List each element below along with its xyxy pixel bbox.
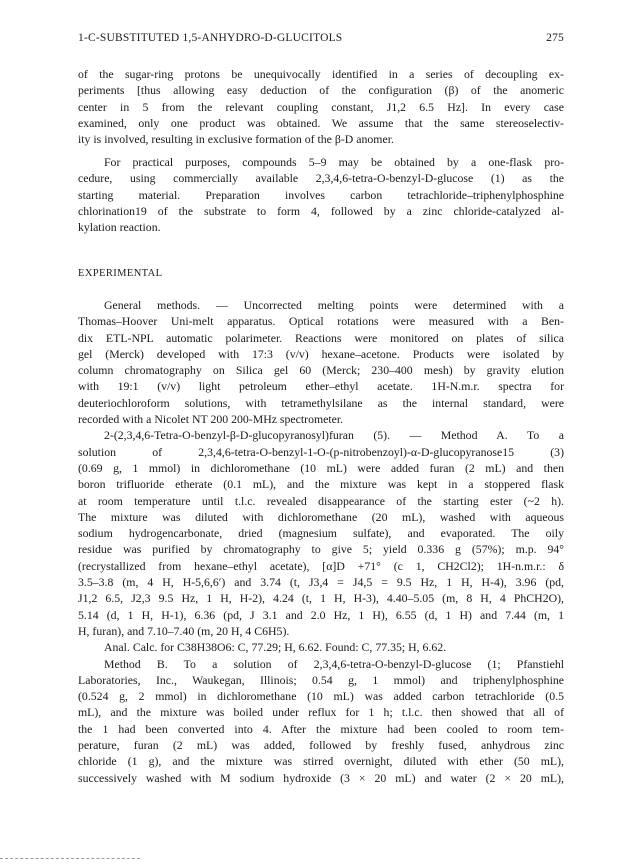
- paragraph-stereoselectivity: [78, 66, 564, 147]
- text-line: chlorination19 of the substrate to form 4, followed by a zinc chloride-catalyzed al-: [78, 203, 564, 218]
- text-line: (0.524 g, 2 mmol) in dichloromethane (10 mL) was added carbon tetrachloride (0.5: [78, 689, 564, 704]
- text-line: The mixture was diluted with dichloromethane (20 mL), washed with aqueous: [78, 509, 564, 524]
- text-line: at room temperature until t.l.c. revealed disappearance of the starting ester (~2 h).: [78, 493, 564, 508]
- text-line: recorded with a Nicolet NT 200 200-MHz spectrometer.: [78, 412, 344, 427]
- text-line: examined, only one product was obtained. We assume that the same stereoselectiv-: [78, 115, 564, 130]
- text-line: center in 5 from the relevant coupling constant, J1,2 6.5 Hz]. In every case: [78, 99, 564, 114]
- running-header: [78, 32, 564, 48]
- text-line: of the sugar-ring protons be unequivocally identified in a series of decoupling ex-: [78, 67, 564, 81]
- text-line: starting material. Preparation involves carbon tetrachloride–triphenylphosphine: [78, 187, 564, 202]
- text-line: successively washed with M sodium hydroxide (3 × 20 mL) and water (2 × 20 mL),: [78, 770, 564, 785]
- text-line: the 1 had been converted into 4. After the mixture had been cooled to room tem-: [78, 721, 564, 736]
- text-line: deuteriochloroform solutions, with tetramethylsilane as the internal standard, were: [78, 395, 564, 410]
- text-line: (0.69 g, 1 mmol) in dichloromethane (10 mL) were added furan (2 mL) and then: [78, 460, 564, 475]
- text-line: For practical purposes, compounds 5–9 may be obtained by a one-flask pro-: [104, 155, 564, 169]
- text-line: periments [thus allowing easy deduction of the configuration (β) of the anomeric: [78, 83, 564, 98]
- text-line: Thomas–Hoover Uni-melt apparatus. Optical rotations were measured with a Ben-: [78, 314, 564, 329]
- text-line: General methods. — Uncorrected melting points were determined with a: [104, 298, 564, 312]
- text-line: Method B. To a solution of 2,3,4,6-tetra-O-benzyl-D-glucose (1; Pfanstiehl: [104, 656, 564, 671]
- text-line: (recrystallized from hexane–ethyl acetate), [α]D +71° (c 1, CH2Cl2); 1H-n.m.r.: δ: [78, 558, 564, 573]
- text-line: mL), and the mixture was boiled under reflux for 1 h; t.l.c. then showed that all of: [78, 705, 564, 720]
- text-line: kylation reaction.: [78, 220, 161, 235]
- running-title: 1-C-SUBSTITUTED 1,5-ANHYDRO-D-GLUCITOLS: [78, 32, 343, 44]
- text-line: 5.14 (d, 1 H, H-1), 6.36 (pd, J 3.1 and 2.0 Hz, 1 H), 6.55 (d, 1 H) and 7.44 (m, 1: [78, 607, 564, 622]
- text-line: sodium hydrogencarbonate, dried (magnesium sulfate), and evaporated. The oily: [78, 526, 564, 541]
- text-line: Anal. Calc. for C38H38O6: C, 77.29; H, 6.62. Found: C, 77.35; H, 6.62.: [104, 640, 447, 655]
- text-line: residue was purified by chromatography to give 5; yield 0.336 g (57%); m.p. 94°: [78, 542, 564, 557]
- experimental-section: [78, 297, 564, 786]
- text-line: perature, furan (2 mL) was added, followed by freshly fused, anhydrous zinc: [78, 738, 564, 753]
- text-line: J1,2 6.5, J2,3 9.5 Hz, 1 H, H-2), 4.24 (t, 1 H, H-3), 4.40–5.05 (m, 8 H, 4 PhCH2O),: [78, 591, 564, 606]
- text-line: with 19:1 (v/v) light petroleum ether–ethyl acetate. 1H-N.m.r. spectra for: [78, 379, 564, 394]
- page-number: 275: [546, 32, 564, 44]
- section-heading-experimental: EXPERIMENTAL: [78, 268, 163, 279]
- text-line: solution of 2,3,4,6-tetra-O-benzyl-1-O-(p-nitrobenzoyl)-α-D-glucopyranose15 (3): [78, 444, 564, 459]
- text-line: chloride (1 g), and the mixture was stirred overnight, diluted with ether (50 mL),: [78, 754, 564, 769]
- text-line: 2-(2,3,4,6-Tetra-O-benzyl-β-D-glucopyranosyl)furan (5). — Method A. To a: [104, 428, 564, 443]
- text-line: boron trifluoride etherate (0.1 mL), and the mixture was kept in a stoppered flask: [78, 477, 564, 492]
- text-line: column chromatography on Silica gel 60 (Merck; 230–400 mesh) by gravity elution: [78, 363, 564, 378]
- scan-edge-rule: [0, 858, 140, 859]
- text-line: dix ETL-NPL automatic polarimeter. Reactions were monitored on plates of silica: [78, 330, 564, 345]
- text-line: ity is involved, resulting in exclusive formation of the β-D anomer.: [78, 132, 394, 147]
- text-line: Laboratories, Inc., Waukegan, Illinois; 0.54 g, 1 mmol) and triphenylphosphine: [78, 672, 564, 687]
- text-line: H, furan), and 7.10–7.40 (m, 20 H, 4 C6H5).: [78, 623, 290, 638]
- text-line: 3.5–3.8 (m, 4 H, H-5,6,6′) and 3.74 (t, J3,4 = J4,5 = 9.5 Hz, 1 H, H-4), 3.96 (pd,: [78, 575, 564, 590]
- text-line: cedure, using commercially available 2,3,4,6-tetra-O-benzyl-D-glucose (1) as the: [78, 171, 564, 186]
- text-line: gel (Merck) developed with 17:3 (v/v) hexane–acetone. Products were isolated by: [78, 346, 564, 361]
- paragraph-one-flask-procedure: [78, 154, 564, 235]
